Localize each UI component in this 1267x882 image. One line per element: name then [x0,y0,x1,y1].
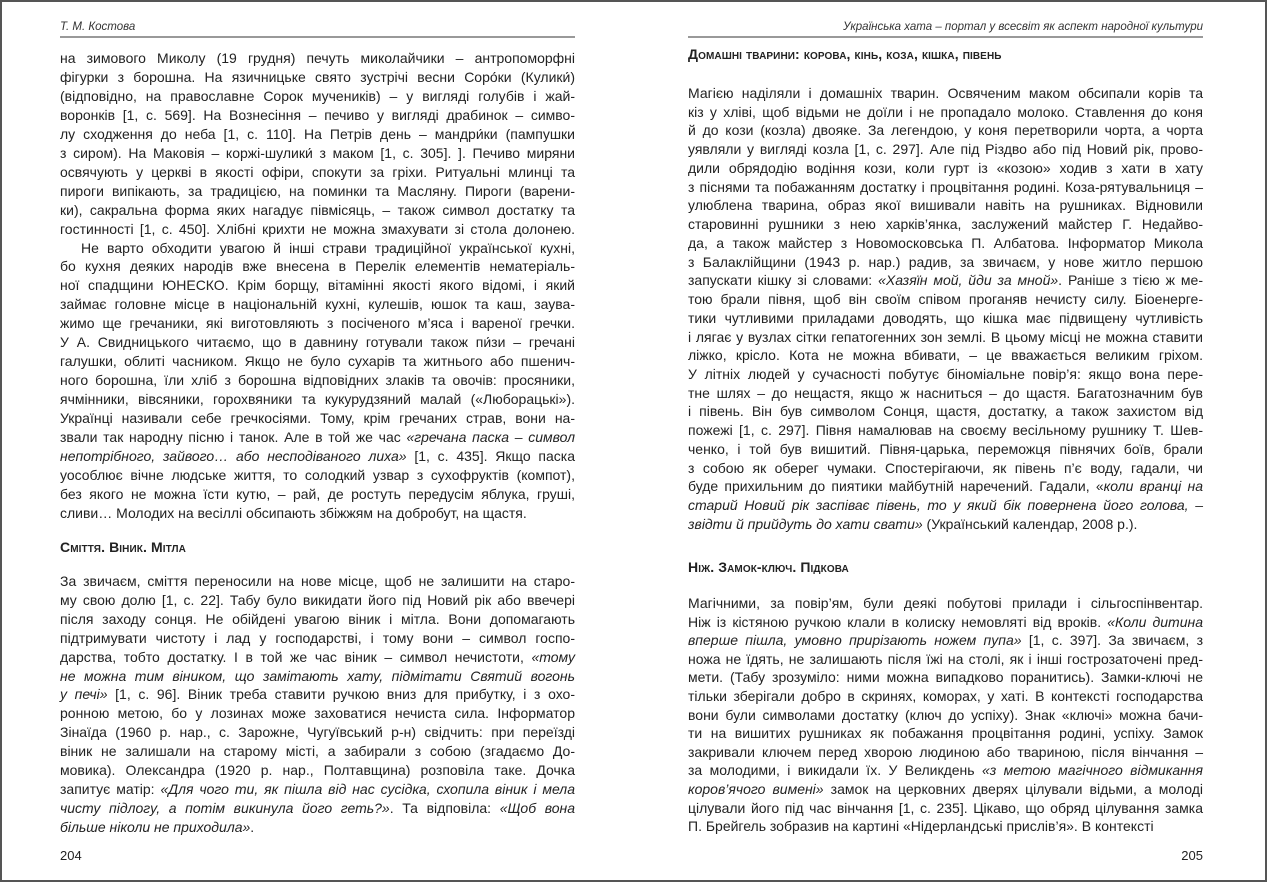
text-run: ронною метою, бо у лозинах може заховатися нечиста сила. Інформатор [60,705,575,722]
text-run: буде прихильним до пиятики майбутній наречений. Гадали, « [688,478,1104,495]
text-run: закривали ключем перед хворою людиною або твариною, після вінчання – [688,743,1203,760]
text-line [688,459,1203,478]
text-line [688,140,1203,159]
text-run: тільки зберігали добро в скринях, коморах, у хаті. В контексті господарства [688,687,1203,704]
text-run: да, а також майстер з Новомосковська П. Албатова. Інформатор Микола [688,234,1203,251]
text-run: віник не залишали на старому місті, а забирали з собою (згадаємо До- [60,743,575,760]
text-line [688,724,1203,743]
text-line [60,704,575,723]
page-left [60,0,575,882]
text-line [60,314,575,333]
section-heading: Сміття. Віник. Мітла [60,539,186,555]
text-run: Магічними, за повір’ям, були деякі побутові прилади і сільгоспінвентар. [688,595,1203,611]
text-line [688,178,1203,197]
text-line [688,631,1203,650]
text-line [60,257,575,276]
text-run: ячмінники, вівсяники, горохвяники та кукурудзяний малай («Люборацькі»). [60,391,575,408]
text-line [60,742,575,761]
text-line [688,103,1203,122]
text-run: [1, с. 96]. Віник треба ставити ручкою вниз для прибутку, і з охо- [107,686,575,703]
text-run: дарства, тобто достатку. І в той же час віник – символ нечистоти, [60,648,532,665]
text-line [688,234,1203,253]
text-run: після заходу сонця. Не обійдені увагою віник і мітла. Вони допомагають [60,610,575,627]
text-line [60,182,575,201]
text-line [60,485,575,504]
text-line [688,706,1203,725]
text-run: . Та відповіла: [389,799,500,816]
italic-quote: коров’ячого вимені» [688,780,824,797]
text-line [60,371,575,390]
text-run: ної спадщини ЮНЕСКО. Крім борщу, вітамінні якості якого відомі, і який [60,277,575,294]
text-run: з піснями та побажанням достатку і процвітання родині. Коза-рятувальниця – [688,178,1203,195]
text-run: з собою як оберег чумаки. Спостерігаючи, як півень п’є воду, гадали, чи [688,459,1203,476]
text-line [688,121,1203,140]
text-run: галушки, облиті часником. Якщо не було сухарів та житнього або пшенич- [60,353,575,370]
text-run: П. Брейгель зобразив на картині «Нідерландські прислів’я». В контексті [688,818,1154,835]
text-run: на зимового Миколу (19 грудня) печуть миколайчики – антропоморфні [60,50,575,66]
running-head-author: Т. М. Костова [60,21,575,38]
text-line [688,421,1203,440]
text-line [60,761,575,780]
text-line [60,629,575,648]
text-line [60,572,575,591]
text-run: гостинності [1, с. 450]. Хлібні крихти не можна змахувати зі стола долонею. [60,220,575,237]
text-run: . [250,818,255,835]
text-line [688,761,1203,780]
text-line [60,610,575,629]
italic-quote: коли вранці на [1103,478,1203,495]
text-run: пожежі [1, с. 297]. Півня намалював на своєму весільному рушнику Т. Шев- [688,422,1203,439]
text-run: цілували його під час вінчання [1, с. 235]. Цікаво, що обряд цілування замка [688,799,1203,816]
text-line [688,84,1203,103]
text-line [60,49,575,68]
text-run: кіз у хліві, щоб відьми не доїли і не пропадало молоко. Ставлення до коня [688,103,1203,120]
text-run: без якого не можна їсти кутю, – рай, де ростуть передусім яблука, груші, [60,485,575,502]
text-run: тне шлях – до нещастя, якщо ж насниться – до щастя. Багатозначним був [688,384,1203,401]
text-run: фігурки з борошна. На язичницьке свято зустрічі весни Соро́ки (Кулики́) [60,68,575,85]
text-run: ного борошна, їли хліб з борошна відповідних злаків та овочів: просяники, [60,372,575,389]
text-run: [1, с. 435]. Якщо паска [406,448,575,465]
italic-quote: старий Новий рік заспіває півень, то у який бік повернена його голова, – [688,497,1203,514]
text-line [60,125,575,144]
text-run: бо кухня деяких народів вже внесена в Перелік елементів нематеріаль- [60,258,575,275]
text-line [688,650,1203,669]
text-run: (Український календар, 2008 р.). [922,515,1138,532]
text-run: мети. (Табу зрозуміло: ними можна випадково поранитись). Замки-ключі не [688,669,1203,686]
text-line [60,504,575,523]
text-line [60,352,575,371]
text-line [688,515,1203,534]
text-run: . Раніше з тією ж ме- [1058,272,1203,289]
text-line [60,685,575,704]
text-run: (відповідно, на православне Сорок мучеників) – у вигляді голубів і жай- [60,87,575,104]
text-line [60,818,575,837]
text-line [688,365,1203,384]
text-run: Українці називали себе гречкосіями. Тому, крім гречаних страв, вони на- [60,410,575,427]
text-line [60,390,575,409]
text-line [60,667,575,686]
text-line [60,591,575,610]
text-line [688,613,1203,632]
text-run: ліжко, крісло. Кота не можна вбивати, – це вважається великим гріхом. [688,347,1203,364]
text-run: За звичаєм, сміття переносили на нове місце, щоб не залишити на старо- [60,573,575,589]
text-line [688,196,1203,215]
text-line [60,276,575,295]
text-run: уявляли у вигляді козла [1, с. 297]. Але під Різдво або під Новий рік, прово- [688,141,1203,158]
text-line [688,215,1203,234]
italic-quote: вперше пішла, умовно прирізають ножем пупа» [688,632,1022,649]
text-run: звали так народну пісню і танок. Але в той же час [60,429,407,446]
italic-quote: більше ніколи не приходила» [60,818,251,835]
text-line [60,144,575,163]
text-line [60,648,575,667]
text-line [60,428,575,447]
text-run: запитує матір: [60,780,161,797]
text-line [688,687,1203,706]
text-line [60,87,575,106]
text-run: освячують у церкві в якості офіри, спокути за гріхи. Ритуальні млинці та [60,163,575,180]
text-run: запускати кішку зі словами: [688,272,879,289]
italic-quote: «Хазяїн мой, йди за мной» [878,272,1059,289]
text-line [60,799,575,818]
text-line [60,106,575,125]
text-run: з сиром). На Маковія – коржі-шулики́ з маком [1, с. 305]. ]. Печиво миряни [60,144,575,161]
body-text-block [688,84,1203,534]
italic-quote: звідти й прийдуть до хати свати» [688,515,923,532]
text-line [688,668,1203,687]
text-run: ченко, і той був вишитий. Півня-царька, переможця півнячих боїв, брали [688,440,1203,457]
italic-quote: непотрібного, зайвого… або несподіваного лиха» [60,448,407,465]
page-number: 204 [60,848,82,863]
text-run: Ніж із кістяною ручкою клали в колиску немовляті від вроків. [688,613,1108,630]
italic-quote: «Для чого ти, як пішла від нас сусідка, схопила віник і мела [160,780,575,797]
text-line [60,295,575,314]
text-run: старовинні рушники з нею харків’янка, заслужений майстер Г. Недайво- [688,216,1203,233]
running-head-title: Українська хата – портал у всесвіт як аспект народної культури [688,21,1203,38]
text-run: лу сходження до неба [1, с. 110]. На Петрів день – мандри́ки (пампушки [60,125,575,142]
text-line [60,163,575,182]
text-line [688,384,1203,403]
text-line [60,409,575,428]
italic-quote: «тому [531,648,575,665]
text-run: і лягає у вузлах сітки гепатогенних зон землі. В цьому місці не можна ставити [688,328,1203,345]
text-run: з Балаклійщини (1943 р. нар.) радив, за звичаєм, у нове житло першою [688,253,1203,270]
text-run: Магією наділяли і домашніх тварин. Освяченим маком обсипали корів та [688,85,1203,101]
text-run: і півень. Він був символом Сонця, щастя, достатку, а також захистом від [688,403,1203,420]
text-run: замок на церковних дверях цілували відьми, а молоді [823,780,1203,797]
text-run: ти на вишитих рушниках як побажання процвітання родині, успіху. Замок [688,725,1203,742]
text-line [688,780,1203,799]
text-run: улюблена тварина, образ якої вишивали навіть на рушниках. Відновили [688,197,1203,214]
text-run: дили обрядодію водіння кози, коли гурт із «козою» ходив з хати в хату [688,159,1203,176]
text-line [60,466,575,485]
section-heading: Ніж. Замок-ключ. Підкова [688,559,849,575]
text-line [688,253,1203,272]
text-run: сливи… Молодих на весіллі обсипають збіжжям на добробут, на щастя. [60,504,527,521]
text-line [688,440,1203,459]
text-run: пироги випікають, за традицією, на поминки та Масляну. Пироги (варени- [60,182,575,199]
italic-quote: «з метою магічного відмикання [981,762,1203,779]
text-run: Не варто обходити увагою й інші страви традиційної української кухні, [81,239,575,256]
text-run: уособлює вічне людське життя, то солодкий узвар з сухофруктів (компот), [60,466,575,483]
text-line [60,333,575,352]
text-line [60,723,575,742]
text-line [688,159,1203,178]
page-number: 205 [1181,848,1203,863]
italic-quote: «Коли дитина [1107,613,1203,630]
text-line [688,799,1203,818]
text-run: підтримувати чистоту і лад у господарстві, і тому вони – символ госпо- [60,629,575,646]
text-line [60,447,575,466]
text-run: Зінаїда (1960 р. нар., с. Зарожне, Чугуївський р-н) свідчить: при переїзді [60,724,575,741]
section-heading: Домашні тварини: корова, кінь, коза, кішка, півень [688,46,1002,62]
text-run: займає головне місце в національній кухні, кулешів, юшок та каш, заува- [60,296,575,313]
text-run: ки), сакральна форма яких нагадує півмісяць, – також символ достатку та [60,201,575,218]
text-line [688,743,1203,762]
text-run: тики чутливими приладами доводять, що кішка має підвищену чутливість [688,309,1203,326]
text-line [688,328,1203,347]
text-line [60,780,575,799]
text-run: ножа не їдять, не залишають після їжі на столі, як і інші гострозаточені пред- [688,650,1203,667]
text-line [60,239,575,258]
text-line [688,477,1203,496]
text-run: [1, с. 397]. За звичаєм, з [1021,632,1203,649]
text-line [60,68,575,87]
italic-quote: у печі» [60,686,108,703]
italic-quote: чисту підлогу, а потім викинула його геть?» [60,799,390,816]
text-run: за молодими, і викидали їх. У Великдень [688,762,982,779]
text-line [688,290,1203,309]
italic-quote: не можна тим віником, що замітають хату, підмітати Святий вогонь [60,667,575,684]
text-line [60,201,575,220]
text-run: воронків [1, с. 569]. На Вознесіння – печиво у вигляді драбинок – симво- [60,106,575,123]
text-line [688,496,1203,515]
text-line [688,309,1203,328]
text-run: У А. Свидницького читаємо, що в давнину готували також пи́зи – гречані [60,334,575,351]
italic-quote: «гречана паска – символ [406,429,575,446]
text-run: вони були символами достатку (ключ до успіху). Знак «ключі» можна бачи- [688,706,1203,723]
text-run: й до кози (козла) двояке. За легендою, у коня перетворили чорта, а чорта [688,122,1203,139]
text-line [688,346,1203,365]
text-line [688,817,1203,836]
body-text-block [688,594,1203,836]
text-line [688,271,1203,290]
page-right [688,0,1203,882]
text-run: му свою долю [1, с. 22]. Табу було викидати його під Новий рік або ввечері [60,591,575,608]
text-line [60,220,575,239]
text-run: тою брали півня, щоб він своїм співом проганяв нечисту силу. Біоенерге- [688,291,1203,308]
text-run: мовика). Олександра (1920 р. нар., Полтавщина) розповіла таке. Дочка [60,762,575,779]
text-line [688,594,1203,613]
italic-quote: «Щоб вона [499,799,575,816]
body-text-block [60,49,575,523]
body-text-block [60,572,575,837]
text-run: У літніх людей у сучасності побутує біноміальне повір’я: якщо вона пере- [688,366,1203,383]
text-line [688,402,1203,421]
text-run: жимо ще гречаники, які виготовляють з посіченого м’яса і вареної гречки. [60,315,575,332]
